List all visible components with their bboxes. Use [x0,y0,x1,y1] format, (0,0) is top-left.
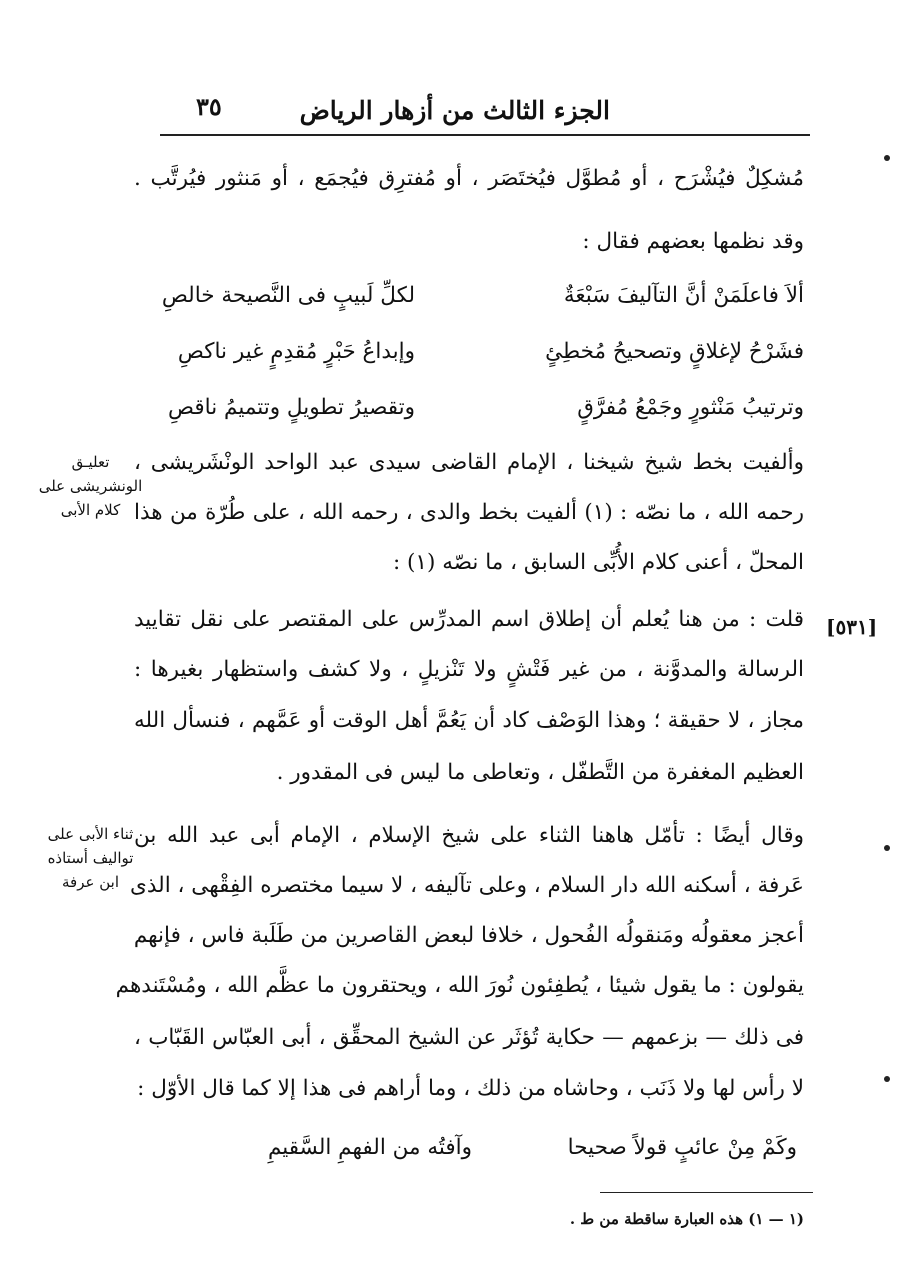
margin-note-line: تواليف أستاذه [47,849,134,867]
poem-hemistich-right: وكَمْ مِنْ عائبٍ قولاً صحيحا [567,1135,797,1160]
running-header: الجزء الثالث من أزهار الرياض [299,96,610,125]
poem-hemistich-left: وإبداعُ حَبْرٍ مُقدِمٍ غير ناكصِ [177,339,415,364]
footnote: (١ — ١) هذه العبارة ساقطة من ط . [569,1210,804,1228]
margin-note-line: ثناء الأبى على [47,825,134,843]
text-line: عَرفة ، أسكنه الله دار السلام ، وعلى تآليفه ، لا سيما مختصره الفِقْهى ، الذى [130,873,804,898]
poem-hemistich-left: وآفتُه من الفهمِ السَّقيمِ [267,1135,472,1160]
poem-hemistich-left: لكلِّ لَبيبٍ فى النَّصيحة خالصِ [161,283,415,308]
margin-note-line: ابن عرفة [62,873,119,891]
margin-note-line: كلام الأبى [60,501,121,519]
margin-note-line: تعليـق [71,453,110,471]
text-line: العظيم المغفرة من التَّطفّل ، وتعاطى ما ليس فى المقدور . [276,760,804,785]
margin-note-line: الونشريشى على [38,477,143,495]
text-line: وألفيت بخط شيخ شيخنا ، الإمام القاضى سيدى عبد الواحد الونْشَريشى ، [134,450,804,475]
poem-hemistich-right: ألاَ فاعلَمَنْ أنَّ التآليفَ سَبْعَةٌ [563,283,804,308]
margin-dot [884,1076,890,1082]
margin-dot [884,845,890,851]
text-line: يقولون : ما يقول شيئا ، يُطفِئون نُورَ الله ، ويحتقرون ما عظَّم الله ، ومُسْتَندهم [115,973,804,998]
text-line: لا رأس لها ولا ذَنَب ، وحاشاه من ذلك ، وما أراهم فى هذا إلا كما قال الأوّل : [137,1076,804,1101]
text-line: مُشكِلٌ فيُشْرَح ، أو مُطوَّل فيُختَصَر ، أو مُفترِق فيُجمَع ، أو مَنثور فيُرتَّب . [134,166,804,191]
page-number: ٣٥ [196,92,222,121]
text-line: فى ذلك — بزعمهم — حكاية تُؤثَر عن الشيخ المحقِّق ، أبى العبّاس القَبّاب ، [134,1025,804,1050]
text-line: الرسالة والمدوَّنة ، من غير فَتْشٍ ولا تَنْزيلٍ ، ولا كشف واستظهار بغيرها : [134,657,804,682]
text-line: أعجز معقولُه ومَنقولُه الفُحول ، خلافا لبعض القاصرين من طَلَبة فاس ، فإنهم [133,923,804,948]
poem-hemistich-right: فشَرْحُ لإغلاقٍ وتصحيحُ مُخطِئٍ [545,339,804,364]
footnote-rule [600,1192,813,1193]
text-line: المحلّ ، أعنى كلام الأُبِّى السابق ، ما نصّه (١) : [392,550,804,575]
poem-hemistich-right: وترتيبُ مَنْثورٍ وجَمْعُ مُفرَّقٍ [577,395,804,420]
poem-hemistich-left: وتقصيرُ تطويلٍ وتتميمُ ناقصِ [168,395,415,420]
margin-note-wansharisi [28,450,153,522]
text-line: رحمه الله ، ما نصّه : (١) ألفيت بخط والدى ، رحمه الله ، على طُرّة من هذا [134,500,804,525]
text-line: قلت : من هنا يُعلم أن إطلاق اسم المدرِّس على المقتصر على نقل تقاييد [134,607,804,632]
text-line: مجاز ، لا حقيقة ؛ وهذا الوَصْف كاد أن يَعُمَّ أهل الوقت أو عَمَّهم ، فنسأل الله [134,708,804,733]
text-line: وقال أيضًا : تأمّل هاهنا الثناء على شيخ الإسلام ، الإمام أبى عبد الله بن [134,823,804,848]
header-rule [160,134,810,136]
source-page-marker: [٥٣١] [826,615,878,639]
margin-note-ibn-arafa [28,822,153,894]
text-line: وقد نظمها بعضهم فقال : [582,229,804,254]
margin-dot [884,155,890,161]
